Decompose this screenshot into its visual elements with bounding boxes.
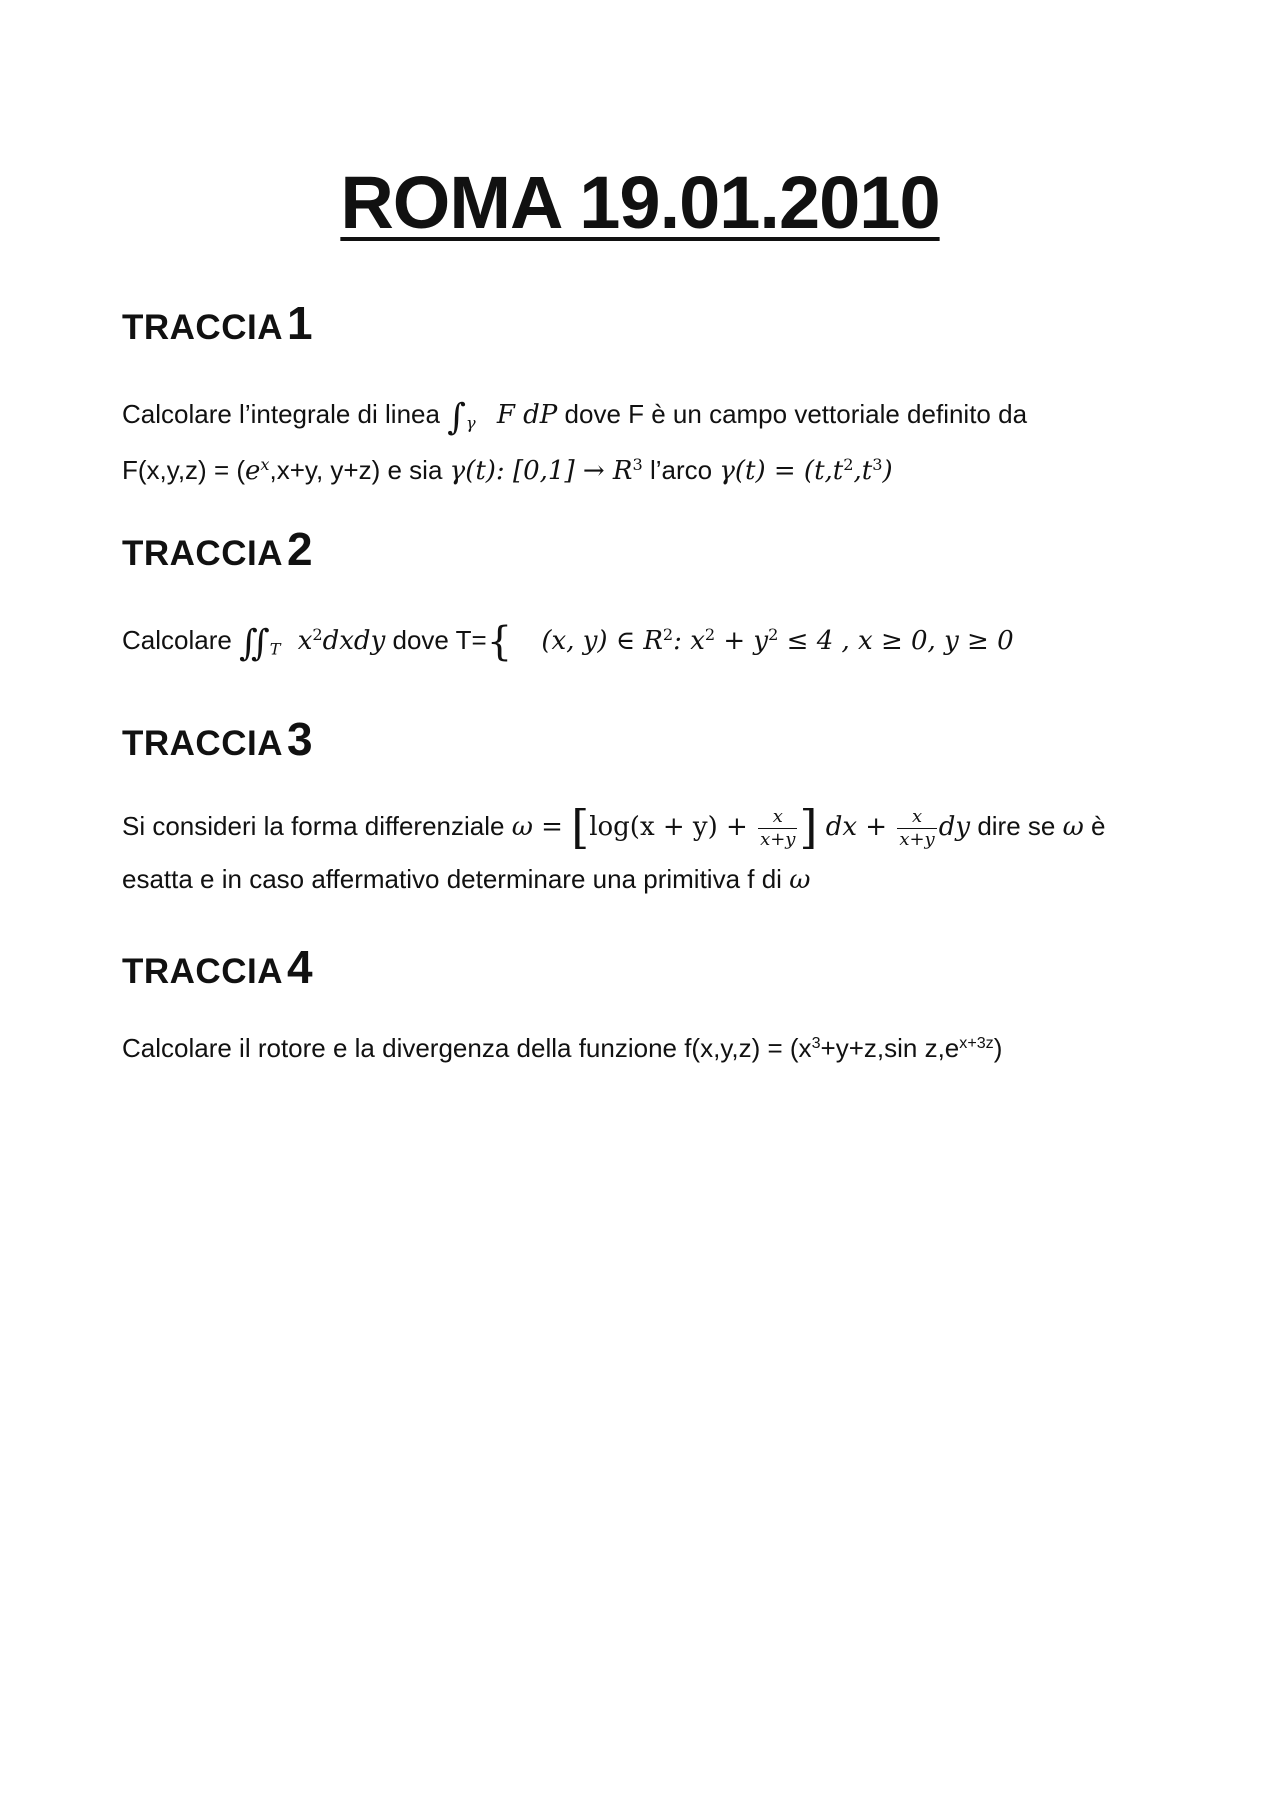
t1-exp-power: x xyxy=(260,455,270,475)
t1-arc-mid: ,t xyxy=(853,456,873,486)
right-bracket: ] xyxy=(799,800,818,854)
t3-omega: ω xyxy=(1062,812,1084,842)
t1-arc-p2: 2 xyxy=(843,455,854,475)
t1-arc-text: l’arco xyxy=(649,455,713,485)
traccia-label: TRACCIA xyxy=(122,952,283,991)
fraction-numerator: x xyxy=(758,806,797,829)
traccia-4-heading xyxy=(122,940,313,994)
fraction-x-over-x-plus-y xyxy=(758,806,797,851)
traccia-number: 2 xyxy=(286,523,314,575)
t1-exp-base: e xyxy=(245,456,261,486)
traccia-label: TRACCIA xyxy=(122,724,283,763)
t2-dove: dove T= xyxy=(392,625,487,655)
t3-omega-eq: ω = xyxy=(511,812,572,842)
t3-omega-2: ω xyxy=(789,865,811,895)
traccia-4-text xyxy=(122,1022,1182,1074)
traccia-2-heading xyxy=(122,522,313,576)
t3-dy: dy xyxy=(938,812,971,842)
t3-e-text: è xyxy=(1091,811,1106,841)
t2-set-mid: : x xyxy=(673,626,705,656)
traccia-1-text xyxy=(122,388,1182,497)
double-integral-symbol: ∬ xyxy=(239,623,270,664)
t1-integrand: F dP xyxy=(496,400,558,430)
traccia-number: 3 xyxy=(286,713,314,765)
integral-subscript: γ xyxy=(465,413,476,433)
traccia-label: TRACCIA xyxy=(122,534,283,573)
t1-r-power: 3 xyxy=(632,455,643,475)
t3-line-2: esatta e in caso affermativo determinare una primitiva f di xyxy=(122,864,782,894)
traccia-3-text xyxy=(122,800,1182,906)
t4-exponent: x+3z xyxy=(959,1034,994,1053)
t1-f-rest: ,x+y, y+z) e sia xyxy=(269,455,443,485)
t1-arc-left: γ(t) = (t,t xyxy=(719,456,844,486)
t2-set-p3: 2 xyxy=(768,625,779,645)
t1-f-def: F(x,y,z) = ( xyxy=(122,455,246,485)
t2-integrand-rest: dxdy xyxy=(322,626,386,656)
t3-log-part: log(x + y) + xyxy=(589,812,757,842)
traccia-1-line-1 xyxy=(122,388,1182,444)
t2-set-end: ≤ 4 , x ≥ 0, y ≥ 0 xyxy=(778,626,1014,656)
traccia-1-line-2 xyxy=(122,444,1182,497)
traccia-label: TRACCIA xyxy=(122,308,283,347)
fraction-numerator: x xyxy=(897,806,936,829)
traccia-1-heading xyxy=(122,296,313,350)
t4-text-mid: +y+z,sin z,e xyxy=(820,1033,960,1063)
traccia-number: 1 xyxy=(286,297,314,349)
set-brace: { xyxy=(486,619,513,665)
t2-set-p2: 2 xyxy=(704,625,716,645)
t2-integrand-base: x xyxy=(297,626,313,656)
integral-subscript: T xyxy=(269,639,281,659)
page-title-text: ROMA 19.01.2010 xyxy=(340,161,940,244)
t3-intro: Si consideri la forma differenziale xyxy=(122,811,505,841)
fraction-x-over-x-plus-y xyxy=(897,806,936,851)
traccia-2-text xyxy=(122,614,1182,670)
t4-power-3: 3 xyxy=(811,1034,821,1053)
t3-dire-se: dire se xyxy=(977,811,1056,841)
t1-intro: Calcolare l’integrale di linea xyxy=(122,399,440,429)
fraction-denominator: x+y xyxy=(899,828,935,850)
t2-set-plus: + y xyxy=(715,626,769,656)
traccia-number: 4 xyxy=(286,941,314,993)
traccia-3-line-1 xyxy=(122,800,1182,853)
t2-set-start: (x, y) ∈ R xyxy=(541,626,663,656)
t4-text-end: ) xyxy=(993,1033,1003,1063)
t1-arc-right: ) xyxy=(882,456,893,486)
t2-set-p1: 2 xyxy=(662,625,674,645)
integral-symbol: ∫ xyxy=(447,397,466,438)
t4-text-start: Calcolare il rotore e la divergenza della funzione f(x,y,z) = (x xyxy=(122,1033,812,1063)
t2-integrand-power: 2 xyxy=(312,625,323,645)
fraction-denominator: x+y xyxy=(760,828,796,850)
page-title xyxy=(0,160,1280,245)
traccia-3-line-2 xyxy=(122,853,1182,906)
left-bracket: [ xyxy=(571,800,590,854)
t1-arc-p3: 3 xyxy=(872,455,883,475)
t1-r-base: R xyxy=(612,456,633,486)
t3-dx-plus: dx + xyxy=(817,812,896,842)
traccia-3-heading xyxy=(122,712,313,766)
t1-gamma-map: γ(t): [0,1] → xyxy=(449,456,613,486)
t2-intro: Calcolare xyxy=(122,625,232,655)
t1-after-integral: dove F è un campo vettoriale definito da xyxy=(564,399,1028,429)
